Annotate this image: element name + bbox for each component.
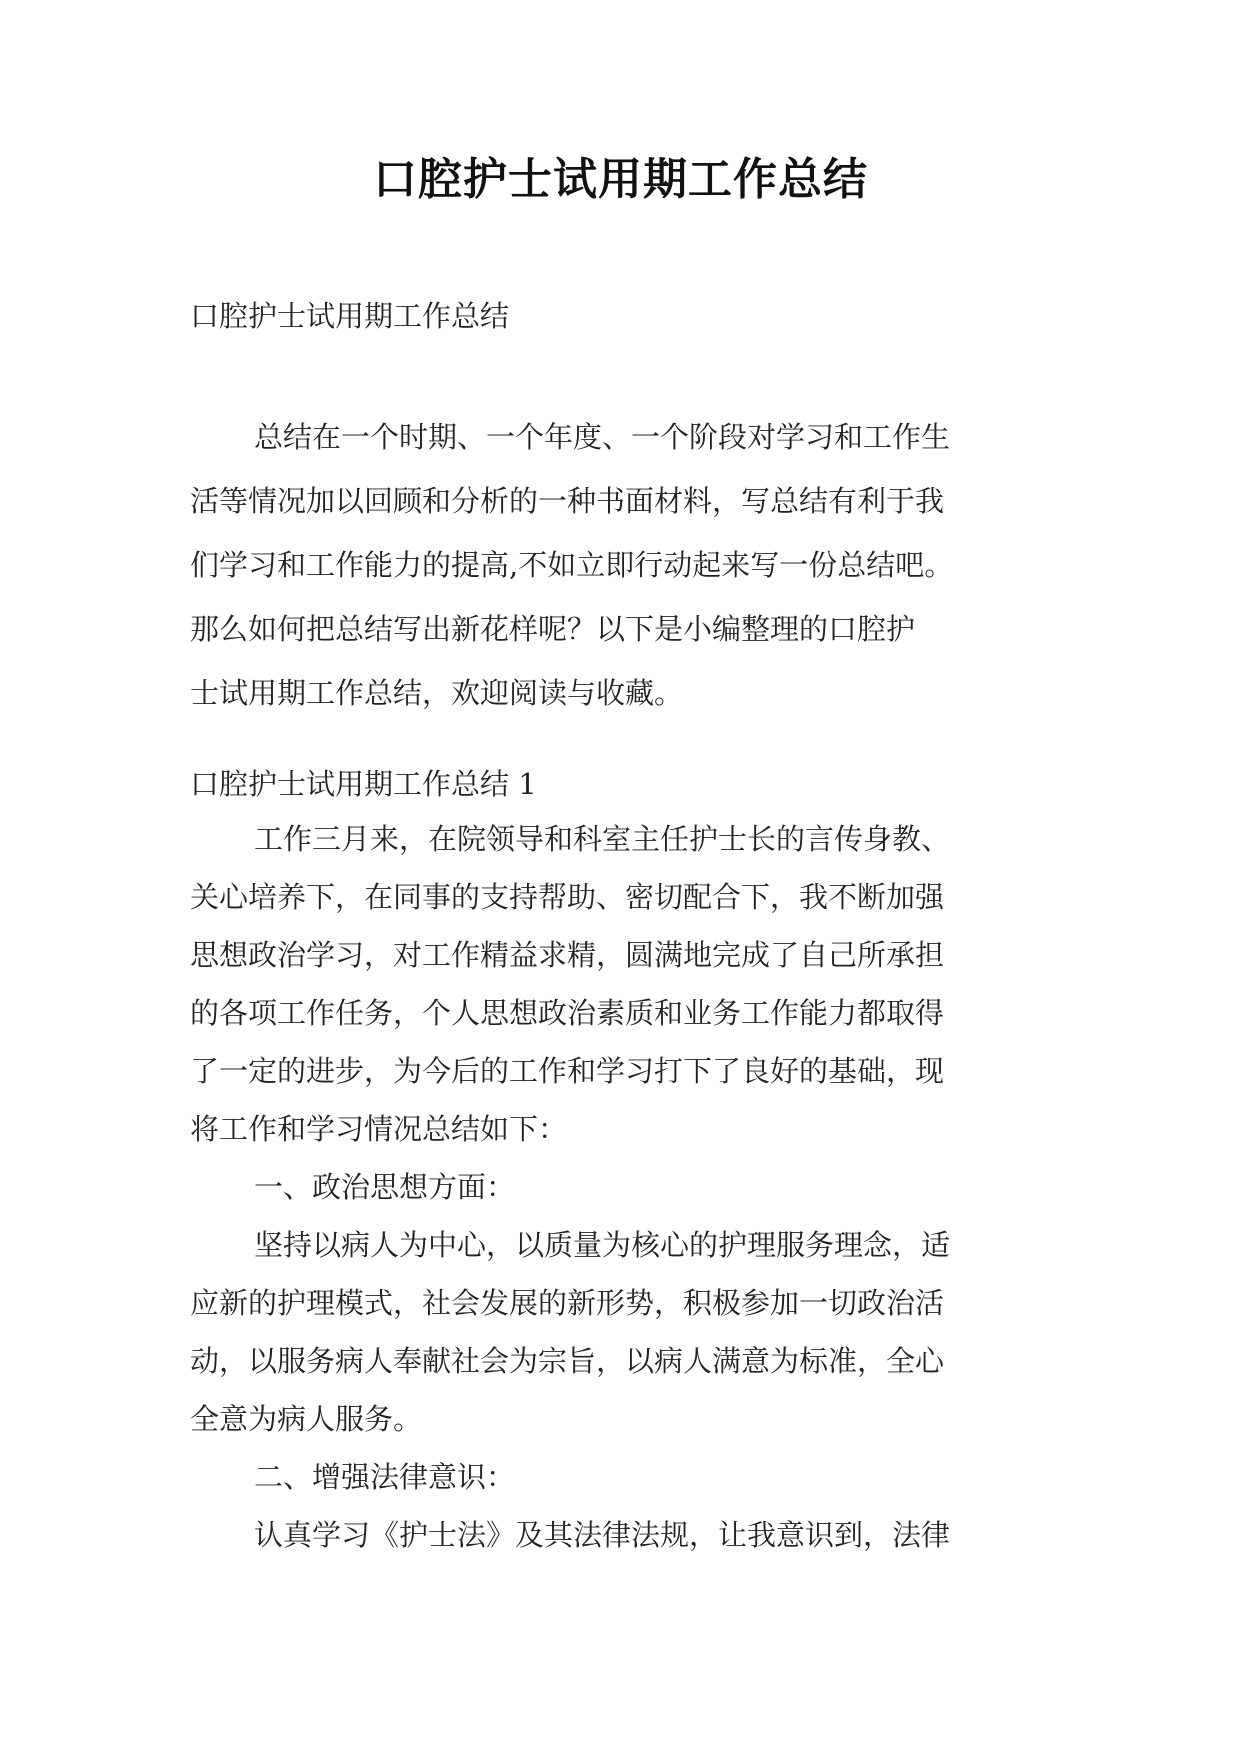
intro-line: 活等情况加以回顾和分析的一种书面材料，写总结有利于我	[190, 484, 945, 518]
body-line: 全意为病人服务。	[190, 1402, 423, 1436]
body-line: 了一定的进步，为今后的工作和学习打下了良好的基础，现	[190, 1054, 945, 1088]
body-line: 将工作和学习情况总结如下：	[190, 1112, 568, 1146]
body-line: 思想政治学习，对工作精益求精，圆满地完成了自己所承担	[190, 938, 945, 972]
body-line: 关心培养下，在同事的支持帮助、密切配合下，我不断加强	[190, 880, 945, 914]
body-line: 认真学习《护士法》及其法律法规，让我意识到，法律	[254, 1518, 951, 1552]
document-subtitle: 口腔护士试用期工作总结	[190, 299, 510, 333]
body-line: 坚持以病人为中心，以质量为核心的护理服务理念，适	[254, 1228, 951, 1262]
body-line: 应新的护理模式，社会发展的新形势，积极参加一切政治活	[190, 1286, 945, 1320]
intro-line: 们学习和工作能力的提高,不如立即行动起来写一份总结吧。	[190, 548, 954, 582]
body-line: 动，以服务病人奉献社会为宗旨，以病人满意为标准，全心	[190, 1344, 945, 1378]
intro-paragraph	[190, 405, 1050, 725]
intro-line: 那么如何把总结写出新花样呢？以下是小编整理的口腔护	[190, 612, 916, 646]
document-title: 口腔护士试用期工作总结	[373, 154, 868, 205]
body-text	[190, 810, 1050, 1564]
body-line: 工作三月来，在院领导和科室主任护士长的言传身教、	[254, 822, 951, 856]
section-heading: 口腔护士试用期工作总结 1	[190, 767, 537, 801]
intro-line: 士试用期工作总结，欢迎阅读与收藏。	[190, 676, 684, 710]
intro-line: 总结在一个时期、一个年度、一个阶段对学习和工作生	[254, 420, 951, 454]
body-line: 的各项工作任务，个人思想政治素质和业务工作能力都取得	[190, 996, 945, 1030]
subheading-law: 二、增强法律意识：	[254, 1460, 516, 1494]
subheading-politics: 一、政治思想方面：	[254, 1170, 516, 1204]
